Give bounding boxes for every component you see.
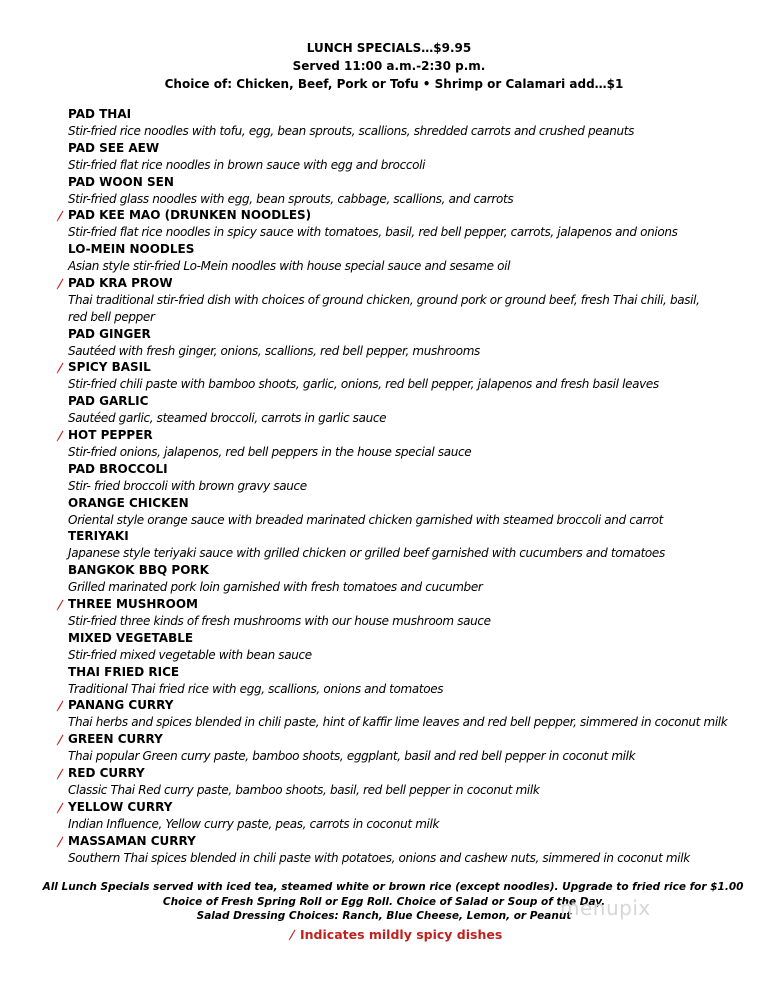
menu-item-name: THREE MUSHROOM <box>68 596 198 611</box>
menu-item <box>68 207 758 241</box>
menu-item-description: Asian style stir-fried Lo-Mein noodles with house special sauce and sesame oil <box>68 259 511 274</box>
menu-item <box>68 359 758 393</box>
chili-pepper-icon <box>56 599 64 611</box>
menu-item-description: Stir-fried rice noodles with tofu, egg, bean sprouts, scallions, shredded carrots and crushed peanuts <box>68 124 635 138</box>
menu-item-description: Indian Influence, Yellow curry paste, peas, carrots in coconut milk <box>68 816 440 831</box>
menu-item-name: RED CURRY <box>68 765 145 780</box>
menu-item <box>68 427 758 461</box>
menu-item <box>68 630 758 664</box>
menu-item-description: Thai popular Green curry paste, bamboo shoots, eggplant, basil and red bell pepper in coconut milk <box>68 749 636 764</box>
menu-item <box>68 664 758 698</box>
menu-item-description-cont: red bell pepper <box>68 309 155 324</box>
chili-pepper-icon <box>56 836 64 848</box>
menu-item-name: PAD WOON SEN <box>68 174 174 189</box>
menu-item-description: Thai herbs and spices blended in chili paste, hint of kaffir lime leaves and red bell pepper, simmered in coconut milk <box>68 715 728 730</box>
chili-pepper-icon <box>56 430 64 442</box>
menu-item-description: Stir-fried flat rice noodles in brown sauce with egg and broccoli <box>68 157 426 172</box>
menu-item <box>68 140 758 174</box>
menu-item-description: Stir-fried three kinds of fresh mushrooms with our house mushroom sauce <box>68 613 491 628</box>
menu-item-description: Japanese style teriyaki sauce with grilled chicken or grilled beef garnished with cucumbers and tomatoes <box>68 546 665 561</box>
menu-item-name: MIXED VEGETABLE <box>68 630 194 645</box>
menu-item-description: Traditional Thai fried rice with egg, scallions, onions and tomatoes <box>68 681 444 696</box>
footer-note-3: Salad Dressing Choices: Ranch, Blue Cheese, Lemon, or Peanut <box>196 910 572 922</box>
footer-note-1: All Lunch Specials served with iced tea, steamed white or brown rice (except noodles). Upgrade to fried rice for $1.00 <box>42 881 744 893</box>
menu-item <box>68 326 758 360</box>
menu-item-name: PAD BROCCOLI <box>68 461 168 476</box>
menu-item-name: YELLOW CURRY <box>68 799 173 814</box>
menu-item-name: PAD GINGER <box>68 326 151 341</box>
menu-item-name: LO-MEIN NOODLES <box>68 242 195 257</box>
chili-pepper-icon <box>56 734 64 746</box>
menu-item-description: Sautéed with fresh ginger, onions, scallions, red bell pepper, mushrooms <box>68 343 480 358</box>
chili-pepper-icon <box>288 929 296 941</box>
menu-item-name: PAD KEE MAO (DRUNKEN NOODLES) <box>68 208 312 223</box>
menu-item <box>68 393 758 427</box>
menu-item-description: Stir-fried onions, jalapenos, red bell peppers in the house special sauce <box>68 444 472 459</box>
header-title: LUNCH SPECIALS…$9.95 <box>306 41 472 55</box>
menu-item-name: PAD KRA PROW <box>68 275 173 290</box>
menu-item-name: PANANG CURRY <box>68 698 174 713</box>
menu-item <box>68 241 758 275</box>
menu-item-description: Oriental style orange sauce with breaded marinated chicken garnished with steamed broccoli and carrot <box>68 512 664 527</box>
menu-item-description: Stir-fried chili paste with bamboo shoots, garlic, onions, red bell pepper, jalapenos and fresh basil leaves <box>68 377 659 392</box>
menu-item-description: Stir-fried flat rice noodles in spicy sauce with tomatoes, basil, red bell pepper, carrots, jalapenos and onions <box>68 225 678 240</box>
menu-item-name: MASSAMAN CURRY <box>68 833 196 848</box>
menu-item <box>68 799 758 833</box>
menu-item-name: PAD GARLIC <box>68 394 149 409</box>
menu-item-name: SPICY BASIL <box>68 360 151 375</box>
menu-item <box>68 833 758 867</box>
header-protein-choice: Choice of: Chicken, Beef, Pork or Tofu • Shrimp or Calamari add…$1 <box>164 77 624 91</box>
menu-item <box>68 106 758 140</box>
menu-item <box>68 697 758 731</box>
menu-item-description: Sautéed garlic, steamed broccoli, carrots in garlic sauce <box>68 411 387 426</box>
menu-item-description: Grilled marinated pork loin garnished with fresh tomatoes and cucumber <box>68 580 483 595</box>
chili-pepper-icon <box>56 802 64 814</box>
chili-pepper-icon <box>56 700 64 712</box>
menu-item-description: Stir-fried mixed vegetable with bean sauce <box>68 647 312 662</box>
menu-header <box>0 39 768 93</box>
menu-footer <box>0 880 768 924</box>
menu-item-name: TERIYAKI <box>68 529 129 544</box>
menu-item-name: THAI FRIED RICE <box>68 664 180 679</box>
watermark: menupix <box>560 896 651 920</box>
menu-item-description: Classic Thai Red curry paste, bamboo shoots, basil, red bell pepper in coconut milk <box>68 782 540 797</box>
menu-item-name: GREEN CURRY <box>68 732 163 747</box>
header-hours: Served 11:00 a.m.-2:30 p.m. <box>292 59 486 73</box>
menu-item <box>68 461 758 495</box>
menu-list <box>68 106 758 866</box>
menu-item <box>68 528 758 562</box>
menu-item <box>68 562 758 596</box>
footer-note-2: Choice of Fresh Spring Roll or Egg Roll. Choice of Salad or Soup of the Day. <box>162 895 606 908</box>
chili-pepper-icon <box>56 210 64 222</box>
menu-item <box>68 174 758 208</box>
chili-pepper-icon <box>56 278 64 290</box>
chili-pepper-icon <box>56 362 64 374</box>
menu-item-name: BANGKOK BBQ PORK <box>68 563 209 578</box>
menu-item-name: PAD THAI <box>68 107 132 121</box>
chili-pepper-icon <box>56 768 64 780</box>
spicy-legend-text: Indicates mildly spicy dishes <box>300 927 503 942</box>
spicy-legend <box>288 926 502 944</box>
menu-item <box>68 495 758 529</box>
menu-item-name: PAD SEE AEW <box>68 140 160 155</box>
menu-item-description: Stir- fried broccoli with brown gravy sauce <box>68 478 307 493</box>
menu-item <box>68 596 758 630</box>
menu-item <box>68 765 758 799</box>
menu-item-description: Stir-fried glass noodles with egg, bean sprouts, cabbage, scallions, and carrots <box>68 191 514 206</box>
menu-item-name: HOT PEPPER <box>68 427 153 442</box>
menu-item-description: Southern Thai spices blended in chili paste with potatoes, onions and cashew nuts, simmered in coconut milk <box>68 850 690 865</box>
menu-item <box>68 275 758 326</box>
menu-item-name: ORANGE CHICKEN <box>68 495 189 510</box>
menu-item-description: Thai traditional stir-fried dish with choices of ground chicken, ground pork or ground beef, fresh Thai chili, basil, <box>68 292 700 307</box>
menu-item <box>68 731 758 765</box>
